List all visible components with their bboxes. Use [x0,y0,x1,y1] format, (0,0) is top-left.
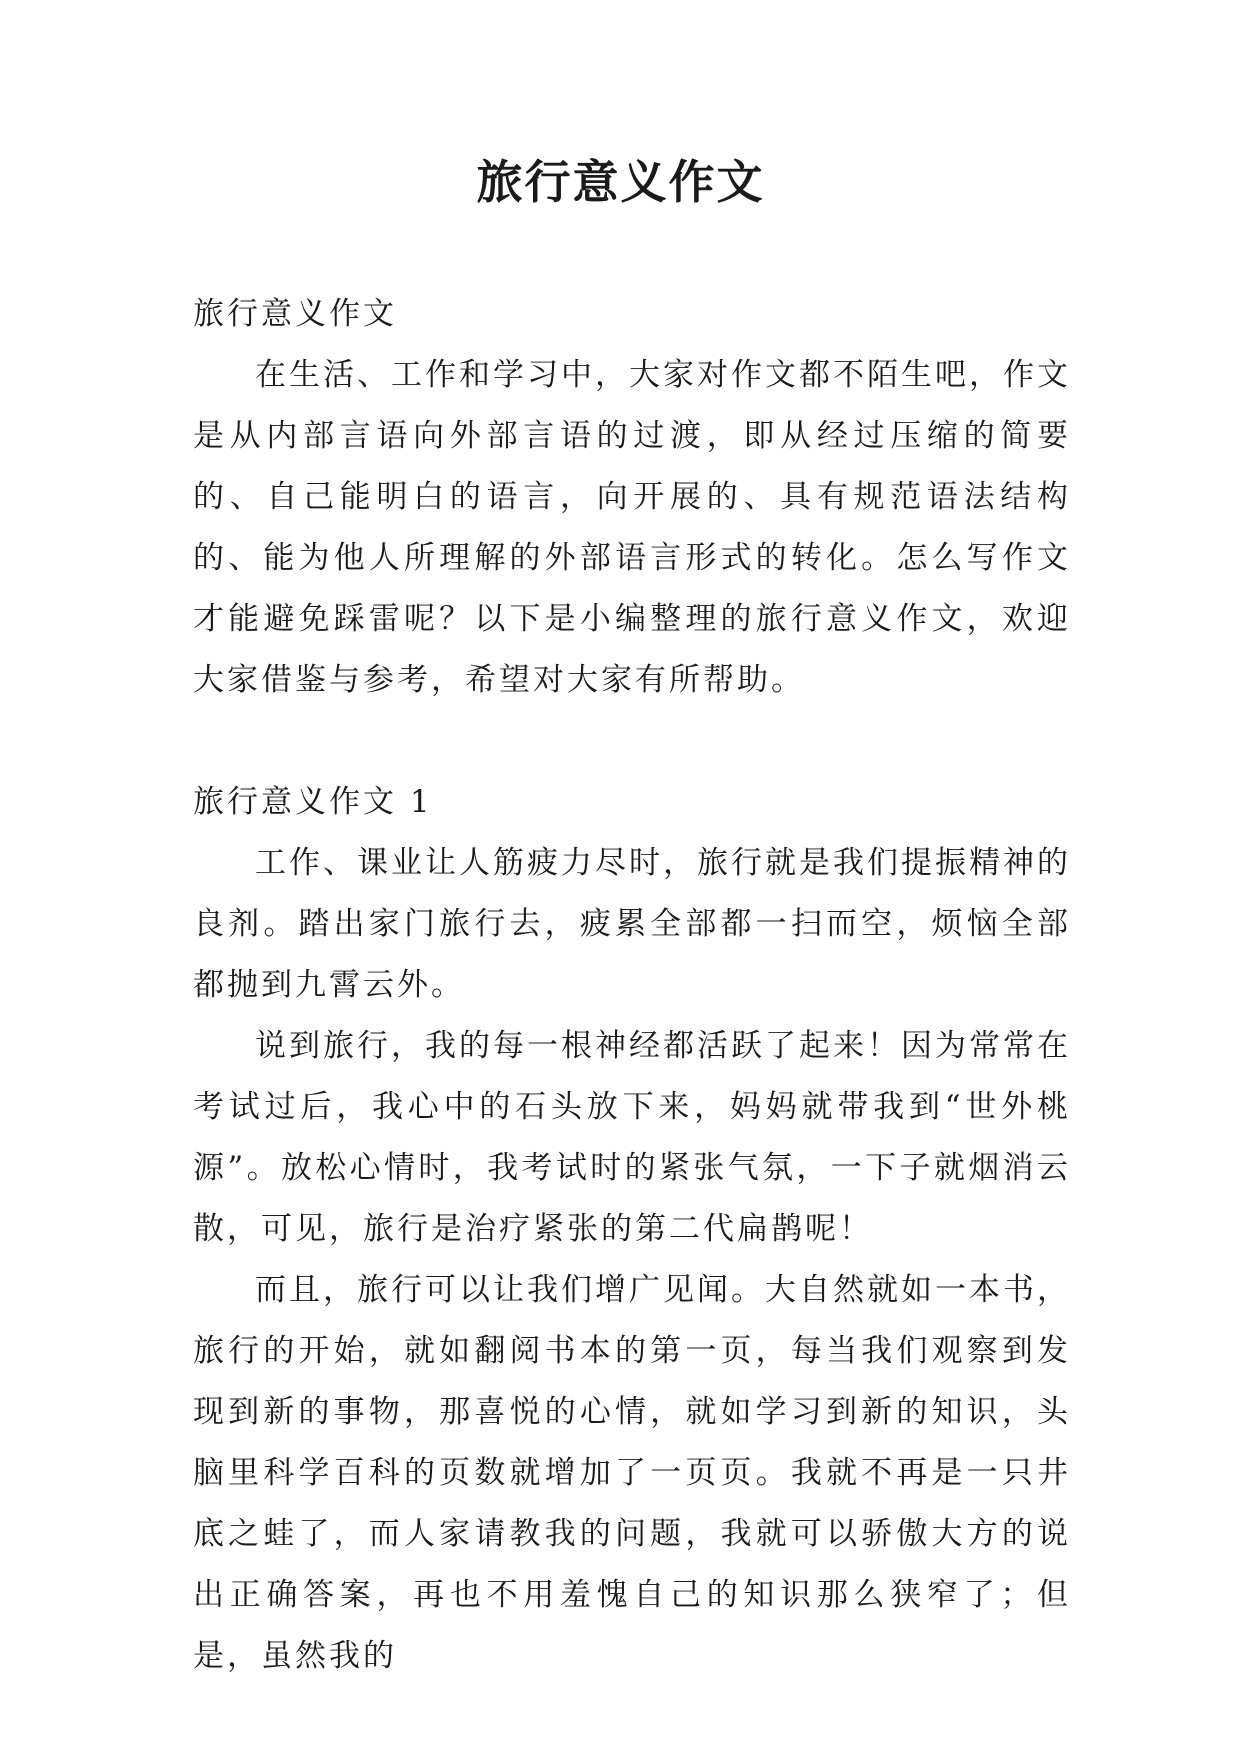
intro-paragraph: 在生活、工作和学习中，大家对作文都不陌生吧，作文是从内部言语向外部言语的过渡，即从经过压缩的简要的、自己能明白的语言，向开展的、具有规范语法结构的、能为他人所理解的外部语言形式的转化。怎么写作文才能避免踩雷呢？以下是小编整理的旅行意义作文，欢迎大家借鉴与参考，希望对大家有所帮助。 [193,357,1071,698]
essay-1-paragraph-1: 工作、课业让人筋疲力尽时，旅行就是我们提振精神的良剂。踏出家门旅行去，疲累全部都一扫而空，烦恼全部都抛到九霄云外。 [193,845,1071,1003]
essay-1-paragraph-3: 而且，旅行可以让我们增广见闻。大自然就如一本书，旅行的开始，就如翻阅书本的第一页，每当我们观察到发现到新的事物，那喜悦的心情，就如学习到新的知识，头脑里科学百科的页数就增加了一页页。我就不再是一只井底之蛙了，而人家请教我的问题，我就可以骄傲大方的说出正确答案，再也不用羞愧自己的知识那么狭窄了；但是，虽然我的 [193,1272,1071,1674]
essay-1-paragraph-2: 说到旅行，我的每一根神经都活跃了起来！因为常常在考试过后，我心中的石头放下来，妈妈就带我到“世外桃源”。放松心情时，我考试时的紧张气氛，一下子就烟消云散，可见，旅行是治疗紧张的第二代扁鹊呢！ [193,1028,1071,1247]
document-title: 旅行意义作文 [476,155,765,209]
section-spacer [193,711,1071,772]
essay-1-heading: 旅行意义作文 1 [193,784,433,820]
document-body [193,284,1071,1687]
intro-heading: 旅行意义作文 [193,296,397,332]
